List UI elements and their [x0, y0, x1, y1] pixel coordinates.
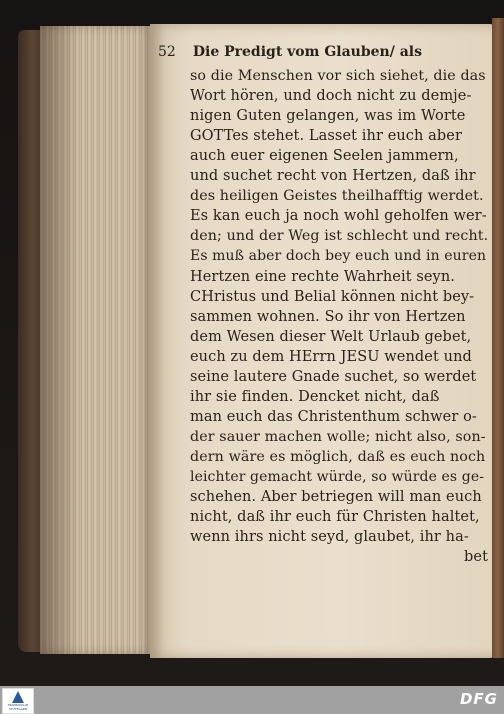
library-logo [2, 688, 34, 714]
page-edges-shadow [40, 26, 80, 654]
text-line: Es kan euch ja noch wohl geholfen wer- [190, 208, 487, 225]
text-line: der sauer machen wolle; nicht also, son- [190, 428, 486, 445]
text-line: dern wäre es möglich, daß es euch noch [190, 448, 486, 465]
text-line: dem Wesen dieser Welt Urlaub gebet, [190, 328, 472, 345]
text-line: CHristus und Belial können nicht bey- [190, 288, 475, 305]
text-line: Es muß aber doch bey euch und in euren [190, 248, 487, 265]
text-line: ihr sie finden. Dencket nicht, daß [190, 388, 440, 405]
text-line: und suchet recht von Hertzen, daß ihr [190, 168, 476, 185]
running-head-title: Die Predigt vom Glauben/ als [192, 44, 422, 60]
text-line: Hertzen eine rechte Wahrheit seyn. [190, 268, 456, 285]
footer-bar [0, 686, 504, 714]
running-head [158, 44, 478, 66]
text-line: seine lautere Gnade suchet, so werdet [190, 368, 477, 385]
text-line: GOTTes stehet. Lasset ihr euch aber [190, 128, 463, 145]
text-line: des heiligen Geistes theilhafftig werdet. [190, 188, 484, 205]
dfg-logo: DFG [459, 690, 498, 708]
text-line: den; und der Weg ist schlecht und recht. [190, 228, 489, 245]
text-line: Wort hören, und doch nicht zu demje- [190, 88, 472, 105]
text-line: nicht, daß ihr euch für Christen haltet, [190, 509, 480, 526]
page-number: 52 [158, 44, 176, 60]
text-line: leichter gemacht würde, so würde es ge- [190, 469, 485, 485]
book-right-edge [492, 18, 504, 658]
catchword: bet [464, 549, 488, 566]
text-line: auch euer eigenen Seelen jammern, [190, 148, 459, 165]
text-line: euch zu dem HErrn JESU wendet und [190, 348, 472, 365]
text-line: wenn ihrs nicht seyd, glaubet, ihr ha- [190, 529, 469, 546]
library-logo-text: TRANSQUILLE STUTTGARD [7, 703, 29, 711]
text-line: schehen. Aber betriegen will man euch [190, 489, 482, 506]
text-line: nigen Guten gelangen, was im Worte [190, 108, 466, 125]
text-line: sammen wohnen. So ihr von Hertzen [190, 308, 466, 325]
text-line: man euch das Christenthum schwer o- [190, 408, 477, 425]
library-logo-icon [12, 691, 24, 703]
text-line: so die Menschen vor sich siehet, die das [190, 68, 486, 84]
